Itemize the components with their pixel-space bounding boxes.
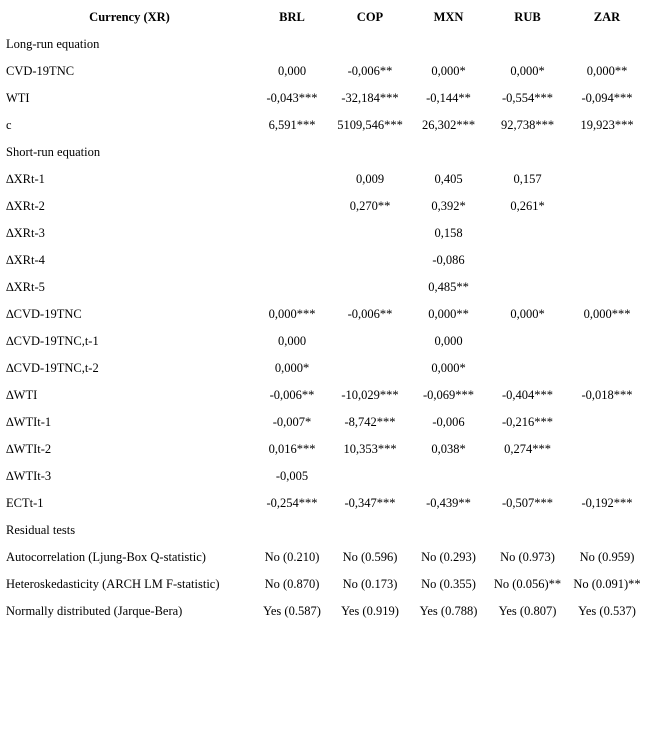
value-cell	[488, 31, 567, 58]
table-row	[6, 31, 647, 58]
row-label: ∆WTIt-3	[6, 469, 52, 483]
table-row	[6, 436, 647, 463]
value-cell: 0,000*	[274, 361, 310, 375]
value-cell: 92,738***	[500, 118, 555, 132]
value-cell: No (0.870)	[264, 577, 320, 591]
header-rub: RUB	[514, 10, 541, 24]
value-cell: 0,157	[513, 172, 542, 186]
value-cell: 0,000*	[510, 64, 545, 78]
value-cell	[253, 247, 331, 274]
value-cell: 26,302***	[421, 118, 476, 132]
regression-results-table	[6, 4, 647, 625]
value-cell: 0,000*	[510, 307, 545, 321]
value-cell: 0,274***	[504, 442, 551, 456]
row-label: ∆CVD-19TNC	[6, 307, 82, 321]
table-row	[6, 355, 647, 382]
value-cell: No (0.173)	[342, 577, 398, 591]
value-cell	[253, 166, 331, 193]
header-mxn: MXN	[433, 10, 464, 24]
value-cell: No (0.355)	[421, 577, 476, 591]
value-cell: No (0.293)	[421, 550, 476, 564]
row-label: ∆CVD-19TNC,t-2	[6, 361, 99, 375]
value-cell	[253, 517, 331, 544]
value-cell: -10,029***	[341, 388, 399, 402]
row-label: ∆XRt-5	[6, 280, 45, 294]
value-cell: 0,261*	[510, 199, 545, 213]
table-row	[6, 193, 647, 220]
row-label: ∆WTI	[6, 388, 38, 402]
value-cell: -0,404***	[501, 388, 554, 402]
value-cell	[253, 31, 331, 58]
value-cell	[488, 517, 567, 544]
table-body	[6, 31, 647, 625]
value-cell	[331, 31, 409, 58]
row-label: ∆XRt-1	[6, 172, 45, 186]
value-cell: -0,347***	[344, 496, 396, 510]
header-currency: Currency (XR)	[89, 10, 170, 24]
value-cell	[331, 463, 409, 490]
table-row	[6, 274, 647, 301]
value-cell	[567, 193, 647, 220]
row-label: ∆XRt-4	[6, 253, 45, 267]
row-label: ∆CVD-19TNC,t-1	[6, 334, 99, 348]
value-cell: 6,591***	[268, 118, 316, 132]
value-cell	[409, 139, 488, 166]
value-cell: No (0.973)	[500, 550, 555, 564]
value-cell	[567, 463, 647, 490]
value-cell: -0,507***	[501, 496, 554, 510]
value-cell	[488, 274, 567, 301]
table-row	[6, 139, 647, 166]
value-cell	[331, 355, 409, 382]
table-row	[6, 598, 647, 625]
value-cell	[253, 139, 331, 166]
value-cell: 0,038*	[431, 442, 466, 456]
table-row	[6, 58, 647, 85]
value-cell: -0,086	[432, 253, 465, 267]
value-cell	[253, 220, 331, 247]
value-cell	[567, 409, 647, 436]
table-row	[6, 517, 647, 544]
value-cell	[488, 247, 567, 274]
value-cell: -0,554***	[501, 91, 554, 105]
row-label: Normally distributed (Jarque-Bera)	[6, 604, 183, 618]
value-cell: 0,000***	[583, 307, 631, 321]
value-cell	[253, 193, 331, 220]
table-row	[6, 247, 647, 274]
value-cell	[409, 463, 488, 490]
value-cell: -0,018***	[581, 388, 633, 402]
table-row	[6, 220, 647, 247]
value-cell: -0,043***	[266, 91, 318, 105]
row-label: c	[6, 118, 12, 132]
value-cell	[331, 220, 409, 247]
value-cell: -0,439**	[426, 496, 471, 510]
value-cell: -0,094***	[581, 91, 633, 105]
value-cell	[409, 31, 488, 58]
value-cell: No (0.210)	[264, 550, 320, 564]
value-cell	[253, 274, 331, 301]
value-cell: 0,158	[434, 226, 463, 240]
value-cell: Yes (0.537)	[578, 604, 636, 618]
value-cell: -0,006**	[269, 388, 315, 402]
value-cell	[488, 463, 567, 490]
row-label: Autocorrelation (Ljung-Box Q-statistic)	[6, 550, 206, 564]
value-cell	[488, 328, 567, 355]
value-cell	[567, 328, 647, 355]
value-cell: 0,000	[434, 334, 463, 348]
section-heading: Long-run equation	[6, 37, 100, 51]
value-cell: No (0.596)	[342, 550, 398, 564]
value-cell: -32,184***	[341, 91, 399, 105]
header-row	[6, 4, 647, 31]
value-cell	[331, 328, 409, 355]
row-label: Heteroskedasticity (ARCH LM F-statistic)	[6, 577, 220, 591]
value-cell	[488, 139, 567, 166]
value-cell: No (0.091)**	[573, 577, 641, 591]
value-cell: 0,485**	[428, 280, 469, 294]
value-cell: 5109,546***	[337, 118, 403, 132]
table-row	[6, 544, 647, 571]
value-cell: 0,009	[355, 172, 385, 186]
table-row	[6, 382, 647, 409]
value-cell: 19,923***	[580, 118, 634, 132]
value-cell: 0,000	[277, 64, 307, 78]
row-label: ∆WTIt-1	[6, 415, 52, 429]
value-cell: -0,006**	[347, 307, 393, 321]
value-cell	[567, 247, 647, 274]
value-cell	[488, 220, 567, 247]
value-cell: Yes (0.788)	[419, 604, 478, 618]
header-cop: COP	[356, 10, 384, 24]
header-brl: BRL	[279, 10, 305, 24]
section-heading: Residual tests	[6, 523, 76, 537]
value-cell: -0,006	[432, 415, 465, 429]
value-cell	[567, 274, 647, 301]
value-cell	[567, 355, 647, 382]
value-cell: -0,007*	[272, 415, 312, 429]
row-label: ∆WTIt-2	[6, 442, 52, 456]
row-label: CVD-19TNC	[6, 64, 75, 78]
table-row	[6, 301, 647, 328]
table-row	[6, 112, 647, 139]
section-heading: Short-run equation	[6, 145, 101, 159]
value-cell: -0,005	[275, 469, 309, 483]
value-cell	[567, 436, 647, 463]
table-row	[6, 490, 647, 517]
value-cell	[331, 274, 409, 301]
value-cell	[567, 31, 647, 58]
value-cell: No (0.056)**	[493, 577, 562, 591]
value-cell	[331, 517, 409, 544]
table-row	[6, 409, 647, 436]
table-row	[6, 463, 647, 490]
value-cell: -0,006**	[347, 64, 393, 78]
value-cell: Yes (0.587)	[263, 604, 321, 618]
value-cell: 0,016***	[268, 442, 316, 456]
value-cell: 10,353***	[343, 442, 397, 456]
header-zar: ZAR	[593, 10, 621, 24]
row-label: ECTt-1	[6, 496, 44, 510]
value-cell	[409, 517, 488, 544]
value-cell	[488, 355, 567, 382]
row-label: ∆XRt-3	[6, 226, 45, 240]
value-cell	[331, 139, 409, 166]
value-cell: No (0.959)	[579, 550, 635, 564]
value-cell	[567, 220, 647, 247]
value-cell: -0,144**	[426, 91, 471, 105]
value-cell: 0,000	[277, 334, 307, 348]
table-row	[6, 166, 647, 193]
value-cell: Yes (0.807)	[498, 604, 557, 618]
value-cell	[567, 139, 647, 166]
value-cell: 0,000**	[428, 307, 469, 321]
value-cell: 0,000*	[431, 361, 466, 375]
row-label: ∆XRt-2	[6, 199, 45, 213]
value-cell	[567, 166, 647, 193]
value-cell: 0,405	[434, 172, 463, 186]
value-cell: Yes (0.919)	[341, 604, 399, 618]
value-cell: -0,069***	[422, 388, 475, 402]
value-cell: 0,000***	[268, 307, 316, 321]
row-label: WTI	[6, 91, 30, 105]
table-row	[6, 85, 647, 112]
value-cell: 0,000*	[431, 64, 466, 78]
value-cell: 0,000**	[586, 64, 628, 78]
table-row	[6, 571, 647, 598]
table-row	[6, 328, 647, 355]
value-cell: -8,742***	[344, 415, 396, 429]
value-cell	[567, 517, 647, 544]
value-cell	[331, 247, 409, 274]
value-cell: -0,192***	[581, 496, 633, 510]
value-cell: -0,216***	[501, 415, 554, 429]
value-cell: 0,270**	[349, 199, 391, 213]
value-cell: -0,254***	[266, 496, 318, 510]
value-cell: 0,392*	[431, 199, 466, 213]
